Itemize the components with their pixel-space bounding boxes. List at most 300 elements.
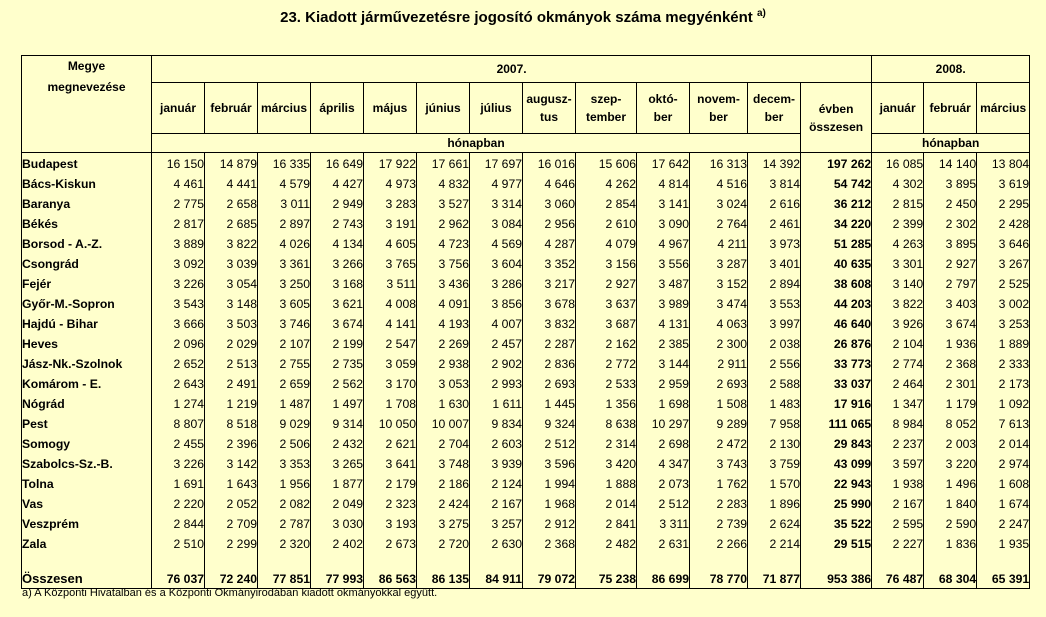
county-name: Csongrád (22, 254, 152, 274)
month-value-2007: 1 956 (258, 474, 311, 494)
month-value-2008: 1 936 (924, 334, 977, 354)
month-value-2007: 2 993 (470, 374, 523, 394)
month-value-2007: 2 320 (258, 534, 311, 554)
month-value-2007: 3 011 (258, 194, 311, 214)
annual-header-line: összesen (809, 119, 864, 134)
month-value-2007: 2 162 (576, 334, 637, 354)
month-value-2008: 14 140 (924, 153, 977, 175)
month-header-line: decem- (752, 92, 796, 106)
month-value-2007: 3 142 (205, 454, 258, 474)
month-value-2007: 2 588 (748, 374, 801, 394)
month-value-2007: 2 300 (690, 334, 748, 354)
unit-header-2007: hónapban (152, 134, 801, 153)
month-value-2007: 3 743 (690, 454, 748, 474)
month-value-2007: 2 547 (364, 334, 417, 354)
month-header-line: március (260, 101, 308, 115)
month-value-2007: 2 897 (258, 214, 311, 234)
annual-total-value: 40 635 (801, 254, 872, 274)
month-value-2007: 3 092 (152, 254, 205, 274)
month-value-2008: 1 092 (977, 394, 1030, 414)
month-value-2007: 3 054 (205, 274, 258, 294)
month-value-2007: 3 156 (576, 254, 637, 274)
annual-total-value: 44 203 (801, 294, 872, 314)
month-value-2007: 2 482 (576, 534, 637, 554)
month-value-2007: 1 219 (205, 394, 258, 414)
month-value-2007: 2 949 (311, 194, 364, 214)
month-value-2007: 3 059 (364, 354, 417, 374)
month-value-2007: 4 287 (523, 234, 576, 254)
table-row (22, 414, 1030, 434)
month-value-2007: 3 266 (311, 254, 364, 274)
total-row (22, 554, 1030, 589)
month-value-2007: 2 854 (576, 194, 637, 214)
month-header-2008: január (872, 83, 924, 134)
month-value-2008: 3 140 (872, 274, 924, 294)
month-value-2007: 3 674 (311, 314, 364, 334)
month-value-2007: 3 287 (690, 254, 748, 274)
month-value-2007: 84 911 (470, 554, 523, 589)
month-value-2007: 3 217 (523, 274, 576, 294)
month-value-2008: 1 674 (977, 494, 1030, 514)
month-value-2007: 4 091 (417, 294, 470, 314)
month-value-2007: 3 746 (258, 314, 311, 334)
month-value-2007: 1 968 (523, 494, 576, 514)
month-value-2007: 2 787 (258, 514, 311, 534)
month-header-2007 (470, 83, 523, 134)
annual-total-value: 33 773 (801, 354, 872, 374)
month-value-2007: 17 642 (637, 153, 690, 175)
month-value-2007: 9 314 (311, 414, 364, 434)
month-value-2007: 4 427 (311, 174, 364, 194)
month-value-2007: 2 287 (523, 334, 576, 354)
month-value-2007: 1 508 (690, 394, 748, 414)
month-value-2008: 2 927 (924, 254, 977, 274)
county-name: Heves (22, 334, 152, 354)
month-value-2008: 1 840 (924, 494, 977, 514)
month-value-2007: 3 286 (470, 274, 523, 294)
month-value-2007: 3 553 (748, 294, 801, 314)
month-value-2008: 2 590 (924, 514, 977, 534)
month-header-2008: március (977, 83, 1030, 134)
month-value-2007: 1 611 (470, 394, 523, 414)
month-value-2007: 3 152 (690, 274, 748, 294)
month-value-2007: 8 807 (152, 414, 205, 434)
county-name: Pest (22, 414, 152, 434)
month-value-2007: 10 007 (417, 414, 470, 434)
month-value-2007: 2 894 (748, 274, 801, 294)
month-value-2007: 3 283 (364, 194, 417, 214)
month-value-2007: 2 199 (311, 334, 364, 354)
annual-total-value: 33 037 (801, 374, 872, 394)
month-value-2007: 10 297 (637, 414, 690, 434)
month-value-2007: 3 053 (417, 374, 470, 394)
table-row (22, 534, 1030, 554)
month-header-line: június (425, 101, 461, 115)
month-value-2007: 2 396 (205, 434, 258, 454)
table-row (22, 214, 1030, 234)
month-value-2007: 3 474 (690, 294, 748, 314)
month-value-2008: 16 085 (872, 153, 924, 175)
table-row (22, 394, 1030, 414)
month-value-2007: 2 621 (364, 434, 417, 454)
county-name: Szabolcs-Sz.-B. (22, 454, 152, 474)
month-value-2007: 3 759 (748, 454, 801, 474)
table-row (22, 194, 1030, 214)
month-value-2007: 2 299 (205, 534, 258, 554)
month-value-2007: 14 879 (205, 153, 258, 175)
month-header-2007 (523, 83, 576, 134)
month-value-2007: 1 274 (152, 394, 205, 414)
month-value-2007: 3 856 (470, 294, 523, 314)
month-value-2007: 2 685 (205, 214, 258, 234)
month-value-2008: 8 984 (872, 414, 924, 434)
month-value-2007: 3 989 (637, 294, 690, 314)
month-value-2007: 2 314 (576, 434, 637, 454)
table-row (22, 354, 1030, 374)
month-value-2007: 1 877 (311, 474, 364, 494)
month-value-2007: 2 186 (417, 474, 470, 494)
month-value-2007: 3 265 (311, 454, 364, 474)
month-value-2007: 3 503 (205, 314, 258, 334)
annual-total-value: 29 515 (801, 534, 872, 554)
month-value-2007: 4 461 (152, 174, 205, 194)
county-name: Budapest (22, 153, 152, 175)
month-value-2008: 3 619 (977, 174, 1030, 194)
month-value-2007: 2 603 (470, 434, 523, 454)
month-value-2007: 3 148 (205, 294, 258, 314)
table-row (22, 234, 1030, 254)
month-value-2007: 2 709 (205, 514, 258, 534)
month-value-2007: 2 630 (470, 534, 523, 554)
annual-total-value: 111 065 (801, 414, 872, 434)
month-value-2008: 3 646 (977, 234, 1030, 254)
month-value-2007: 2 512 (637, 494, 690, 514)
month-value-2007: 2 402 (311, 534, 364, 554)
month-value-2007: 2 631 (637, 534, 690, 554)
month-value-2007: 4 977 (470, 174, 523, 194)
month-value-2007: 3 084 (470, 214, 523, 234)
month-value-2007: 4 141 (364, 314, 417, 334)
month-value-2007: 4 605 (364, 234, 417, 254)
month-value-2008: 1 938 (872, 474, 924, 494)
month-value-2007: 17 922 (364, 153, 417, 175)
month-value-2008: 2 227 (872, 534, 924, 554)
month-value-2007: 3 814 (748, 174, 801, 194)
month-header-line: ber (709, 110, 728, 124)
county-header-line-2: megnevezése (47, 80, 126, 94)
county-name: Nógrád (22, 394, 152, 414)
month-value-2007: 4 063 (690, 314, 748, 334)
month-value-2007: 3 361 (258, 254, 311, 274)
month-value-2007: 2 720 (417, 534, 470, 554)
month-value-2007: 2 461 (748, 214, 801, 234)
month-value-2007: 3 543 (152, 294, 205, 314)
month-header-line: novem- (697, 92, 740, 106)
month-value-2008: 2 333 (977, 354, 1030, 374)
annual-total-value: 46 640 (801, 314, 872, 334)
month-value-2007: 2 902 (470, 354, 523, 374)
month-value-2007: 9 029 (258, 414, 311, 434)
month-value-2007: 3 168 (311, 274, 364, 294)
month-value-2007: 86 699 (637, 554, 690, 589)
month-value-2007: 3 257 (470, 514, 523, 534)
month-value-2007: 2 491 (205, 374, 258, 394)
month-value-2007: 2 659 (258, 374, 311, 394)
month-value-2008: 2 399 (872, 214, 924, 234)
month-value-2007: 14 392 (748, 153, 801, 175)
county-name: Győr-M.-Sopron (22, 294, 152, 314)
annual-total-value: 35 522 (801, 514, 872, 534)
month-value-2008: 2 247 (977, 514, 1030, 534)
month-value-2007: 3 030 (311, 514, 364, 534)
month-value-2007: 3 556 (637, 254, 690, 274)
month-value-2007: 3 939 (470, 454, 523, 474)
month-value-2007: 17 661 (417, 153, 470, 175)
month-value-2007: 3 141 (637, 194, 690, 214)
month-value-2008: 2 774 (872, 354, 924, 374)
annual-total-value: 953 386 (801, 554, 872, 589)
month-value-2007: 16 313 (690, 153, 748, 175)
month-value-2008: 2 237 (872, 434, 924, 454)
month-value-2007: 3 353 (258, 454, 311, 474)
month-value-2007: 4 723 (417, 234, 470, 254)
month-value-2007: 3 420 (576, 454, 637, 474)
annual-total-header (801, 83, 872, 153)
month-value-2008: 3 002 (977, 294, 1030, 314)
month-value-2007: 2 506 (258, 434, 311, 454)
month-header-line: augusz- (526, 92, 572, 106)
month-value-2008: 2 815 (872, 194, 924, 214)
month-value-2008: 2 595 (872, 514, 924, 534)
month-value-2007: 1 483 (748, 394, 801, 414)
month-value-2007: 2 556 (748, 354, 801, 374)
month-value-2008: 1 608 (977, 474, 1030, 494)
month-value-2007: 2 764 (690, 214, 748, 234)
month-value-2007: 2 912 (523, 514, 576, 534)
month-value-2007: 2 107 (258, 334, 311, 354)
month-value-2007: 3 170 (364, 374, 417, 394)
month-value-2007: 2 533 (576, 374, 637, 394)
month-value-2007: 3 193 (364, 514, 417, 534)
month-value-2007: 2 049 (311, 494, 364, 514)
month-value-2008: 2 014 (977, 434, 1030, 454)
month-value-2007: 3 024 (690, 194, 748, 214)
table-row (22, 494, 1030, 514)
month-value-2008: 2 450 (924, 194, 977, 214)
month-value-2007: 3 352 (523, 254, 576, 274)
month-header-2007 (417, 83, 470, 134)
month-value-2008: 2 003 (924, 434, 977, 454)
month-value-2007: 3 275 (417, 514, 470, 534)
annual-total-value: 51 285 (801, 234, 872, 254)
month-value-2007: 2 179 (364, 474, 417, 494)
month-header-2007 (205, 83, 258, 134)
month-value-2007: 2 455 (152, 434, 205, 454)
month-value-2007: 1 698 (637, 394, 690, 414)
month-value-2007: 2 844 (152, 514, 205, 534)
month-value-2007: 3 226 (152, 454, 205, 474)
month-value-2007: 2 911 (690, 354, 748, 374)
month-value-2007: 3 250 (258, 274, 311, 294)
month-value-2007: 2 052 (205, 494, 258, 514)
month-value-2007: 16 649 (311, 153, 364, 175)
month-value-2007: 2 755 (258, 354, 311, 374)
month-value-2008: 4 302 (872, 174, 924, 194)
month-value-2007: 4 193 (417, 314, 470, 334)
month-header-2007 (690, 83, 748, 134)
month-value-2007: 2 698 (637, 434, 690, 454)
month-value-2007: 3 436 (417, 274, 470, 294)
month-header-2007 (258, 83, 311, 134)
month-value-2007: 4 131 (637, 314, 690, 334)
county-name: Tolna (22, 474, 152, 494)
table-row (22, 474, 1030, 494)
month-header-line: február (210, 101, 252, 115)
month-value-2008: 1 496 (924, 474, 977, 494)
month-header-line: szep- (590, 92, 622, 106)
month-header-2007 (152, 83, 205, 134)
month-value-2007: 2 610 (576, 214, 637, 234)
table-row (22, 454, 1030, 474)
annual-header-line: évben (818, 101, 854, 116)
month-value-2007: 2 082 (258, 494, 311, 514)
month-value-2007: 9 289 (690, 414, 748, 434)
footnote: a) A Központi Hivatalban és a Központi Okmányirodában kiadott okmányokkal együtt. (22, 587, 438, 599)
month-value-2007: 3 605 (258, 294, 311, 314)
month-value-2007: 4 579 (258, 174, 311, 194)
month-value-2007: 2 962 (417, 214, 470, 234)
table-row (22, 374, 1030, 394)
month-value-2007: 2 673 (364, 534, 417, 554)
month-value-2007: 4 211 (690, 234, 748, 254)
month-value-2007: 72 240 (205, 554, 258, 589)
table-row (22, 254, 1030, 274)
month-header-line: május (372, 101, 408, 115)
county-name: Bács-Kiskun (22, 174, 152, 194)
table-row (22, 174, 1030, 194)
month-value-2008: 3 403 (924, 294, 977, 314)
month-value-2007: 4 007 (470, 314, 523, 334)
month-header-line: ber (764, 110, 784, 124)
annual-total-value: 38 608 (801, 274, 872, 294)
month-header-2007 (311, 83, 364, 134)
month-value-2007: 2 772 (576, 354, 637, 374)
month-value-2007: 2 038 (748, 334, 801, 354)
month-value-2007: 4 832 (417, 174, 470, 194)
month-value-2008: 2 525 (977, 274, 1030, 294)
title-note: a) (756, 8, 766, 19)
month-value-2007: 1 762 (690, 474, 748, 494)
month-value-2008: 2 173 (977, 374, 1030, 394)
month-value-2007: 3 596 (523, 454, 576, 474)
month-value-2007: 2 562 (311, 374, 364, 394)
month-value-2007: 3 090 (637, 214, 690, 234)
month-value-2007: 3 822 (205, 234, 258, 254)
county-name: Jász-Nk.-Szolnok (22, 354, 152, 374)
month-value-2008: 4 263 (872, 234, 924, 254)
month-value-2007: 2 014 (576, 494, 637, 514)
month-value-2008: 2 428 (977, 214, 1030, 234)
month-value-2007: 4 262 (576, 174, 637, 194)
month-value-2007: 3 401 (748, 254, 801, 274)
month-value-2007: 2 739 (690, 514, 748, 534)
month-value-2007: 2 266 (690, 534, 748, 554)
annual-total-value: 22 943 (801, 474, 872, 494)
county-name: Baranya (22, 194, 152, 214)
month-value-2007: 2 513 (205, 354, 258, 374)
month-value-2007: 77 851 (258, 554, 311, 589)
month-value-2007: 3 666 (152, 314, 205, 334)
annual-total-value: 17 916 (801, 394, 872, 414)
month-value-2008: 3 253 (977, 314, 1030, 334)
month-value-2007: 3 144 (637, 354, 690, 374)
month-value-2007: 4 814 (637, 174, 690, 194)
month-value-2007: 3 039 (205, 254, 258, 274)
month-header-2007 (637, 83, 690, 134)
month-value-2008: 3 301 (872, 254, 924, 274)
month-value-2007: 2 743 (311, 214, 364, 234)
month-value-2007: 3 226 (152, 274, 205, 294)
month-value-2007: 71 877 (748, 554, 801, 589)
month-value-2008: 2 302 (924, 214, 977, 234)
county-name: Borsod - A.-Z. (22, 234, 152, 254)
month-value-2007: 1 708 (364, 394, 417, 414)
month-value-2007: 2 841 (576, 514, 637, 534)
county-name: Vas (22, 494, 152, 514)
month-value-2007: 8 518 (205, 414, 258, 434)
month-value-2007: 2 029 (205, 334, 258, 354)
month-value-2007: 75 238 (576, 554, 637, 589)
month-value-2008: 8 052 (924, 414, 977, 434)
month-value-2007: 9 324 (523, 414, 576, 434)
month-value-2008: 3 895 (924, 174, 977, 194)
month-value-2008: 3 895 (924, 234, 977, 254)
month-value-2007: 4 079 (576, 234, 637, 254)
month-value-2007: 2 735 (311, 354, 364, 374)
annual-total-value: 29 843 (801, 434, 872, 454)
county-name: Zala (22, 534, 152, 554)
table-row (22, 274, 1030, 294)
annual-total-value: 34 220 (801, 214, 872, 234)
month-header-line: tember (585, 110, 626, 124)
county-header (22, 56, 152, 153)
county-name: Hajdú - Bihar (22, 314, 152, 334)
county-name: Somogy (22, 434, 152, 454)
month-value-2007: 2 643 (152, 374, 205, 394)
month-value-2007: 2 616 (748, 194, 801, 214)
month-value-2007: 2 817 (152, 214, 205, 234)
month-value-2008: 2 368 (924, 354, 977, 374)
month-value-2007: 1 356 (576, 394, 637, 414)
table-row (22, 314, 1030, 334)
month-value-2008: 13 804 (977, 153, 1030, 175)
month-value-2008: 65 391 (977, 554, 1030, 589)
month-value-2007: 2 704 (417, 434, 470, 454)
month-value-2007: 3 487 (637, 274, 690, 294)
month-value-2007: 2 269 (417, 334, 470, 354)
month-header-2008: február (924, 83, 977, 134)
month-value-2007: 1 888 (576, 474, 637, 494)
month-value-2007: 2 096 (152, 334, 205, 354)
month-value-2007: 15 606 (576, 153, 637, 175)
month-value-2008: 68 304 (924, 554, 977, 589)
month-value-2008: 2 464 (872, 374, 924, 394)
month-value-2007: 1 630 (417, 394, 470, 414)
table-row (22, 153, 1030, 175)
month-value-2007: 86 563 (364, 554, 417, 589)
month-value-2007: 3 997 (748, 314, 801, 334)
month-value-2007: 2 938 (417, 354, 470, 374)
